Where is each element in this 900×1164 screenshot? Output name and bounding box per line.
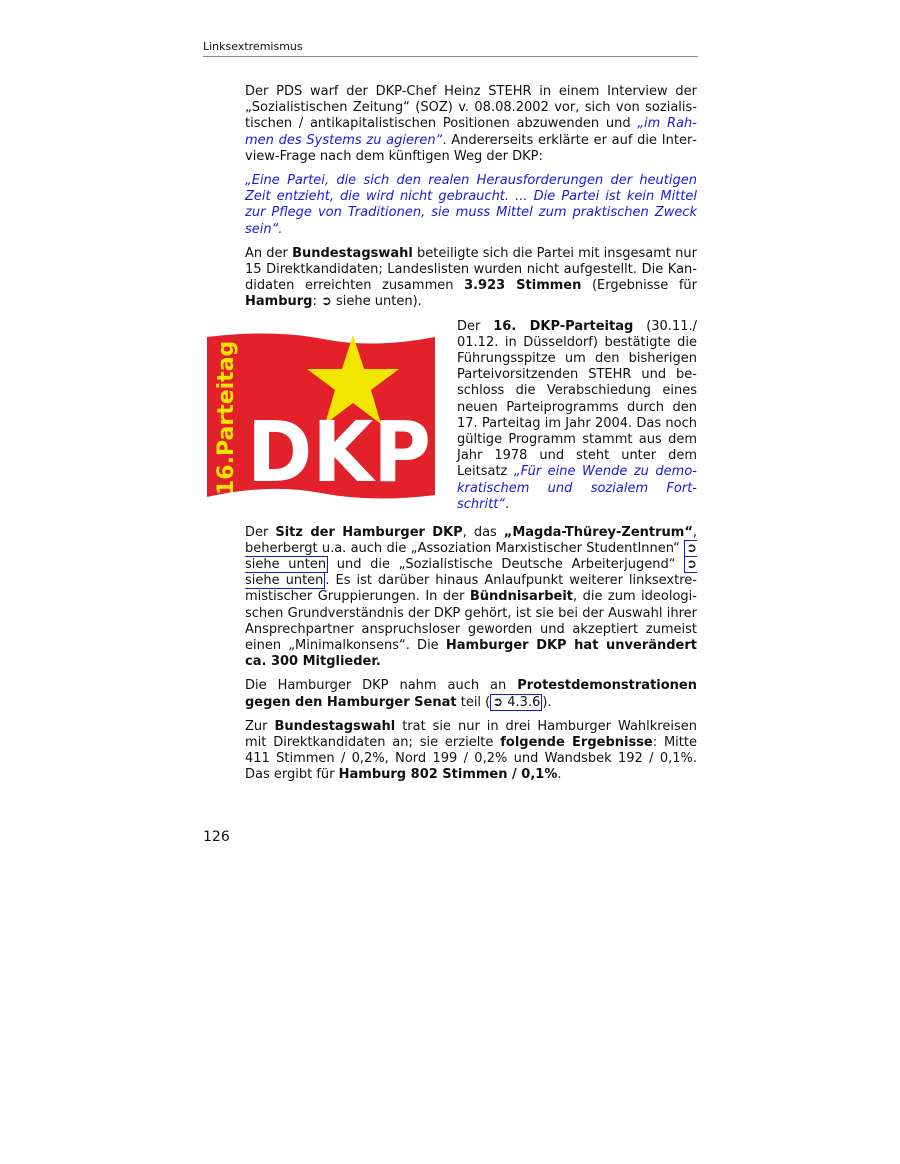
paragraph-sitz: Der Sitz der Hamburger DKP, das „Magda-Thürey-Zentrum“, beherbergt u.a. auch die „Assoziation Marxistischer StudentInnen“ ➲ siehe unten und die „Sozialistische Deutsche Arbeiterjugend“ ➲ siehe unten . Es ist darüber hinaus Anlaufpunkt weiterer linksextremistischer Gruppierungen. In der Bündnisarbeit, die zum ideologischen Grundverständnis der DKP gehört, ist sie bei der Auswahl ihrer Ansprechpartner anspruchsloser geworden und akzeptiert zumeist einen „Minimalkonsens“. Die Hamburger DKP hat unverändert ca. 300 Mitglieder. <box>245 524 698 670</box>
block-quote: „Eine Partei, die sich den realen Herausforderungen der heutigen Zeit entzieht, die wird nicht gebraucht. ... Die Partei ist kein Mittel zur Pflege von Traditionen, sie muss Mittel zum praktischen Zweck sein“. <box>245 173 697 237</box>
page-content <box>214 84 698 792</box>
logo-main-text: DKP <box>247 402 431 501</box>
logo-side-text: 16.Parteitag <box>214 340 239 495</box>
paragraph-bundestagswahl: An der Bundestagswahl beteiligte sich die Partei mit insgesamt nur 15 Direktkandidaten; Landeslisten wurden nicht aufgestellt. Die Kandidaten erreichten zusammen 3.923 Stimmen (Ergebnisse für Hamburg: ➲ siehe unten). <box>245 245 698 310</box>
paragraph-parteitag: Der 16. DKP-Parteitag (30.11./ 01.12. in Düsseldorf) bestätigte die Führungsspitze um den bisherigen Parteivorsitzenden STEHR und beschloss die Verabschiedung eines neuen Parteiprogramms durch den 17. Parteitag im Jahr 2004. Das noch gültige Programm stammt aus dem Jahr 1978 und steht unter dem Leitsatz „Für eine Wende zu demokratischem und sozialem Fortschritt“. <box>457 318 697 512</box>
see-below-link[interactable]: ➲ siehe unten <box>245 557 697 589</box>
paragraph-intro: Der PDS warf der DKP-Chef Heinz STEHR in einem Interview der „Sozialistischen Zeitung“ (SOZ) v. 08.08.2002 vor, sich von sozialistischen / antikapitalistischen Positionen abzuwenden und „im Rahmen des Systems zu agieren“. Andererseits erklärte er auf die Interview-Frage nach dem künftigen Weg der DKP: <box>245 84 697 164</box>
arrow-icon: ➲ <box>321 294 332 310</box>
running-header: Linksextremismus <box>203 40 698 57</box>
page-number: 126 <box>203 829 230 845</box>
paragraph-results: Zur Bundestagswahl trat sie nur in drei Hamburger Wahlkreisen mit Direktkandidaten an; sie erzielte folgende Ergebnisse: Mitte 411 Stimmen / 0,2%, Nord 199 / 0,2% und Wandsbek 192 / 0,1%. Das ergibt für Hamburg 802 Stimmen / 0,1%. <box>245 718 697 783</box>
inline-quote: „im Rahmen des Systems zu agieren“ <box>245 116 697 148</box>
paragraph-protest: Die Hamburger DKP nahm auch an Protestdemonstrationen gegen den Hamburger Senat teil ( ➲ 4.3.6 ). <box>245 678 697 710</box>
inline-quote: „Für eine Wende zu demokratischem und sozialem Fortschritt“ <box>457 464 697 512</box>
see-below-link[interactable]: ➲ siehe unten <box>245 540 697 573</box>
parteitag-section <box>214 318 697 515</box>
section-link[interactable]: ➲ 4.3.6 <box>492 694 541 710</box>
dkp-parteitag-logo <box>203 329 437 501</box>
